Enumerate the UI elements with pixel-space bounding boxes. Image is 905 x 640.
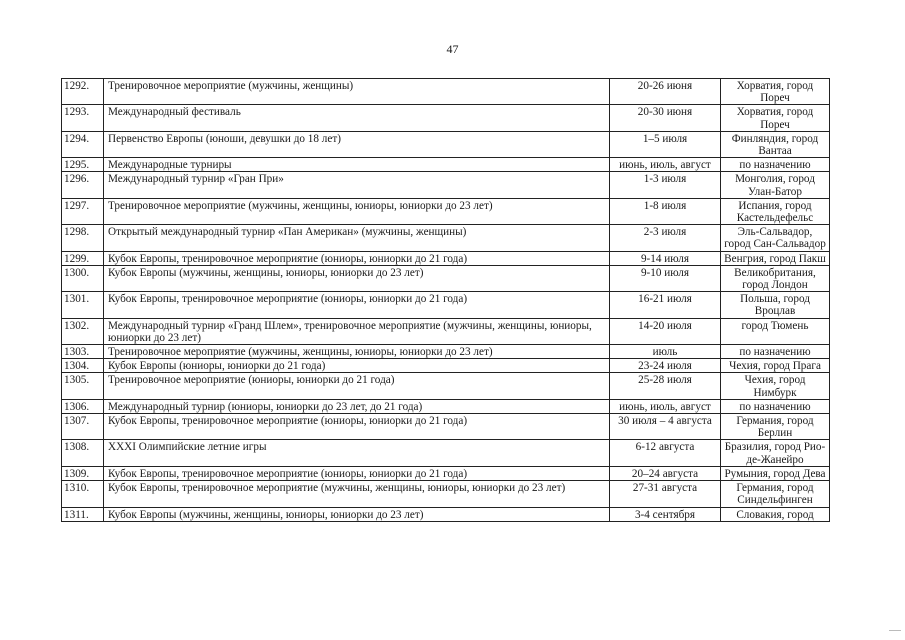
event-date-cell: 25-28 июля [610,373,721,399]
event-date-cell: 1–5 июля [610,131,721,157]
event-name-cell: Кубок Европы (мужчины, женщины, юниоры, юниорки до 23 лет) [104,265,610,291]
event-date-cell: 30 июля – 4 августа [610,414,721,440]
row-number-cell: 1304. [62,359,104,373]
event-name-cell: Тренировочное мероприятие (юниоры, юниорки до 21 года) [104,373,610,399]
table-row [62,265,830,291]
page-number: 47 [446,42,459,56]
row-number-cell: 1292. [62,79,104,105]
row-number-cell: 1310. [62,481,104,507]
table-row [62,345,830,359]
event-place-cell: Финляндия, город Вантаа [721,131,830,157]
event-place-cell: Чехия, город Прага [721,359,830,373]
event-name-cell: Международный турнир «Гран При» [104,172,610,198]
event-place-cell: по назначению [721,158,830,172]
row-number-cell: 1301. [62,292,104,318]
event-name-cell: Международный турнир (юниоры, юниорки до 23 лет, до 21 года) [104,399,610,413]
event-name-cell: Тренировочное мероприятие (мужчины, женщины) [104,79,610,105]
event-name-cell: Кубок Европы, тренировочное мероприятие (юниоры, юниорки до 21 года) [104,414,610,440]
event-date-cell: 16-21 июля [610,292,721,318]
event-place-cell: по назначению [721,345,830,359]
event-place-cell: по назначению [721,399,830,413]
table-row [62,481,830,507]
table-row [62,292,830,318]
event-date-cell: 6-12 августа [610,440,721,466]
event-date-cell: 9-10 июля [610,265,721,291]
row-number-cell: 1306. [62,399,104,413]
table-row [62,373,830,399]
event-name-cell: Кубок Европы (юниоры, юниорки до 21 года) [104,359,610,373]
table-row [62,105,830,131]
table-row [62,414,830,440]
event-place-cell: Эль-Сальвадор, город Сан-Сальвадор [721,225,830,251]
event-date-cell: 20-26 июня [610,79,721,105]
row-number-cell: 1311. [62,507,104,521]
event-date-cell: 14-20 июля [610,318,721,344]
event-place-cell: Чехия, город Нимбурк [721,373,830,399]
event-date-cell: июнь, июль, август [610,399,721,413]
event-date-cell: 20-30 июня [610,105,721,131]
row-number-cell: 1300. [62,265,104,291]
event-date-cell: 3-4 сентября [610,507,721,521]
event-name-cell: XXXI Олимпийские летние игры [104,440,610,466]
event-date-cell: 9-14 июля [610,251,721,265]
event-place-cell: Словакия, город [721,507,830,521]
row-number-cell: 1295. [62,158,104,172]
event-place-cell: Германия, город Синдельфинген [721,481,830,507]
table-row [62,172,830,198]
event-place-cell: Венгрия, город Пакш [721,251,830,265]
event-place-cell: Румыния, город Дева [721,466,830,480]
table-row [62,440,830,466]
events-table [61,78,830,522]
row-number-cell: 1293. [62,105,104,131]
table-row [62,158,830,172]
table-row [62,359,830,373]
event-date-cell: 27-31 августа [610,481,721,507]
event-place-cell: Польша, город Вроцлав [721,292,830,318]
event-date-cell: 1-8 июля [610,198,721,224]
event-place-cell: Хорватия, город Пореч [721,79,830,105]
row-number-cell: 1296. [62,172,104,198]
event-name-cell: Тренировочное мероприятие (мужчины, женщины, юниоры, юниорки до 23 лет) [104,345,610,359]
scan-artifact [889,630,901,634]
event-place-cell: Монголия, город Улан-Батор [721,172,830,198]
event-date-cell: июнь, июль, август [610,158,721,172]
event-place-cell: город Тюмень [721,318,830,344]
event-name-cell: Кубок Европы, тренировочное мероприятие (юниоры, юниорки до 21 года) [104,251,610,265]
event-place-cell: Великобритания, город Лондон [721,265,830,291]
event-date-cell: июль [610,345,721,359]
event-name-cell: Кубок Европы, тренировочное мероприятие (юниоры, юниорки до 21 года) [104,292,610,318]
table-row [62,198,830,224]
row-number-cell: 1303. [62,345,104,359]
event-name-cell: Международный фестиваль [104,105,610,131]
event-place-cell: Германия, город Берлин [721,414,830,440]
event-name-cell: Кубок Европы (мужчины, женщины, юниоры, юниорки до 23 лет) [104,507,610,521]
event-date-cell: 23-24 июля [610,359,721,373]
event-date-cell: 20–24 августа [610,466,721,480]
row-number-cell: 1299. [62,251,104,265]
row-number-cell: 1298. [62,225,104,251]
event-name-cell: Международные турниры [104,158,610,172]
event-place-cell: Испания, город Кастельдефельс [721,198,830,224]
row-number-cell: 1294. [62,131,104,157]
row-number-cell: 1305. [62,373,104,399]
row-number-cell: 1309. [62,466,104,480]
table-row [62,399,830,413]
table-row [62,507,830,521]
event-name-cell: Кубок Европы, тренировочное мероприятие (мужчины, женщины, юниоры, юниорки до 23 лет) [104,481,610,507]
event-date-cell: 2-3 июля [610,225,721,251]
table-row [62,466,830,480]
event-name-cell: Тренировочное мероприятие (мужчины, женщины, юниоры, юниорки до 23 лет) [104,198,610,224]
table-row [62,131,830,157]
event-place-cell: Бразилия, город Рио-де-Жанейро [721,440,830,466]
row-number-cell: 1307. [62,414,104,440]
row-number-cell: 1308. [62,440,104,466]
table-row [62,318,830,344]
event-name-cell: Международный турнир «Гранд Шлем», тренировочное мероприятие (мужчины, женщины, юниоры, юниорки до 23 лет) [104,318,610,344]
row-number-cell: 1297. [62,198,104,224]
table-row [62,79,830,105]
event-name-cell: Первенство Европы (юноши, девушки до 18 лет) [104,131,610,157]
table-row [62,225,830,251]
event-date-cell: 1-3 июля [610,172,721,198]
event-place-cell: Хорватия, город Пореч [721,105,830,131]
row-number-cell: 1302. [62,318,104,344]
event-name-cell: Открытый международный турнир «Пан Американ» (мужчины, женщины) [104,225,610,251]
table-row [62,251,830,265]
event-name-cell: Кубок Европы, тренировочное мероприятие (юниоры, юниорки до 21 года) [104,466,610,480]
